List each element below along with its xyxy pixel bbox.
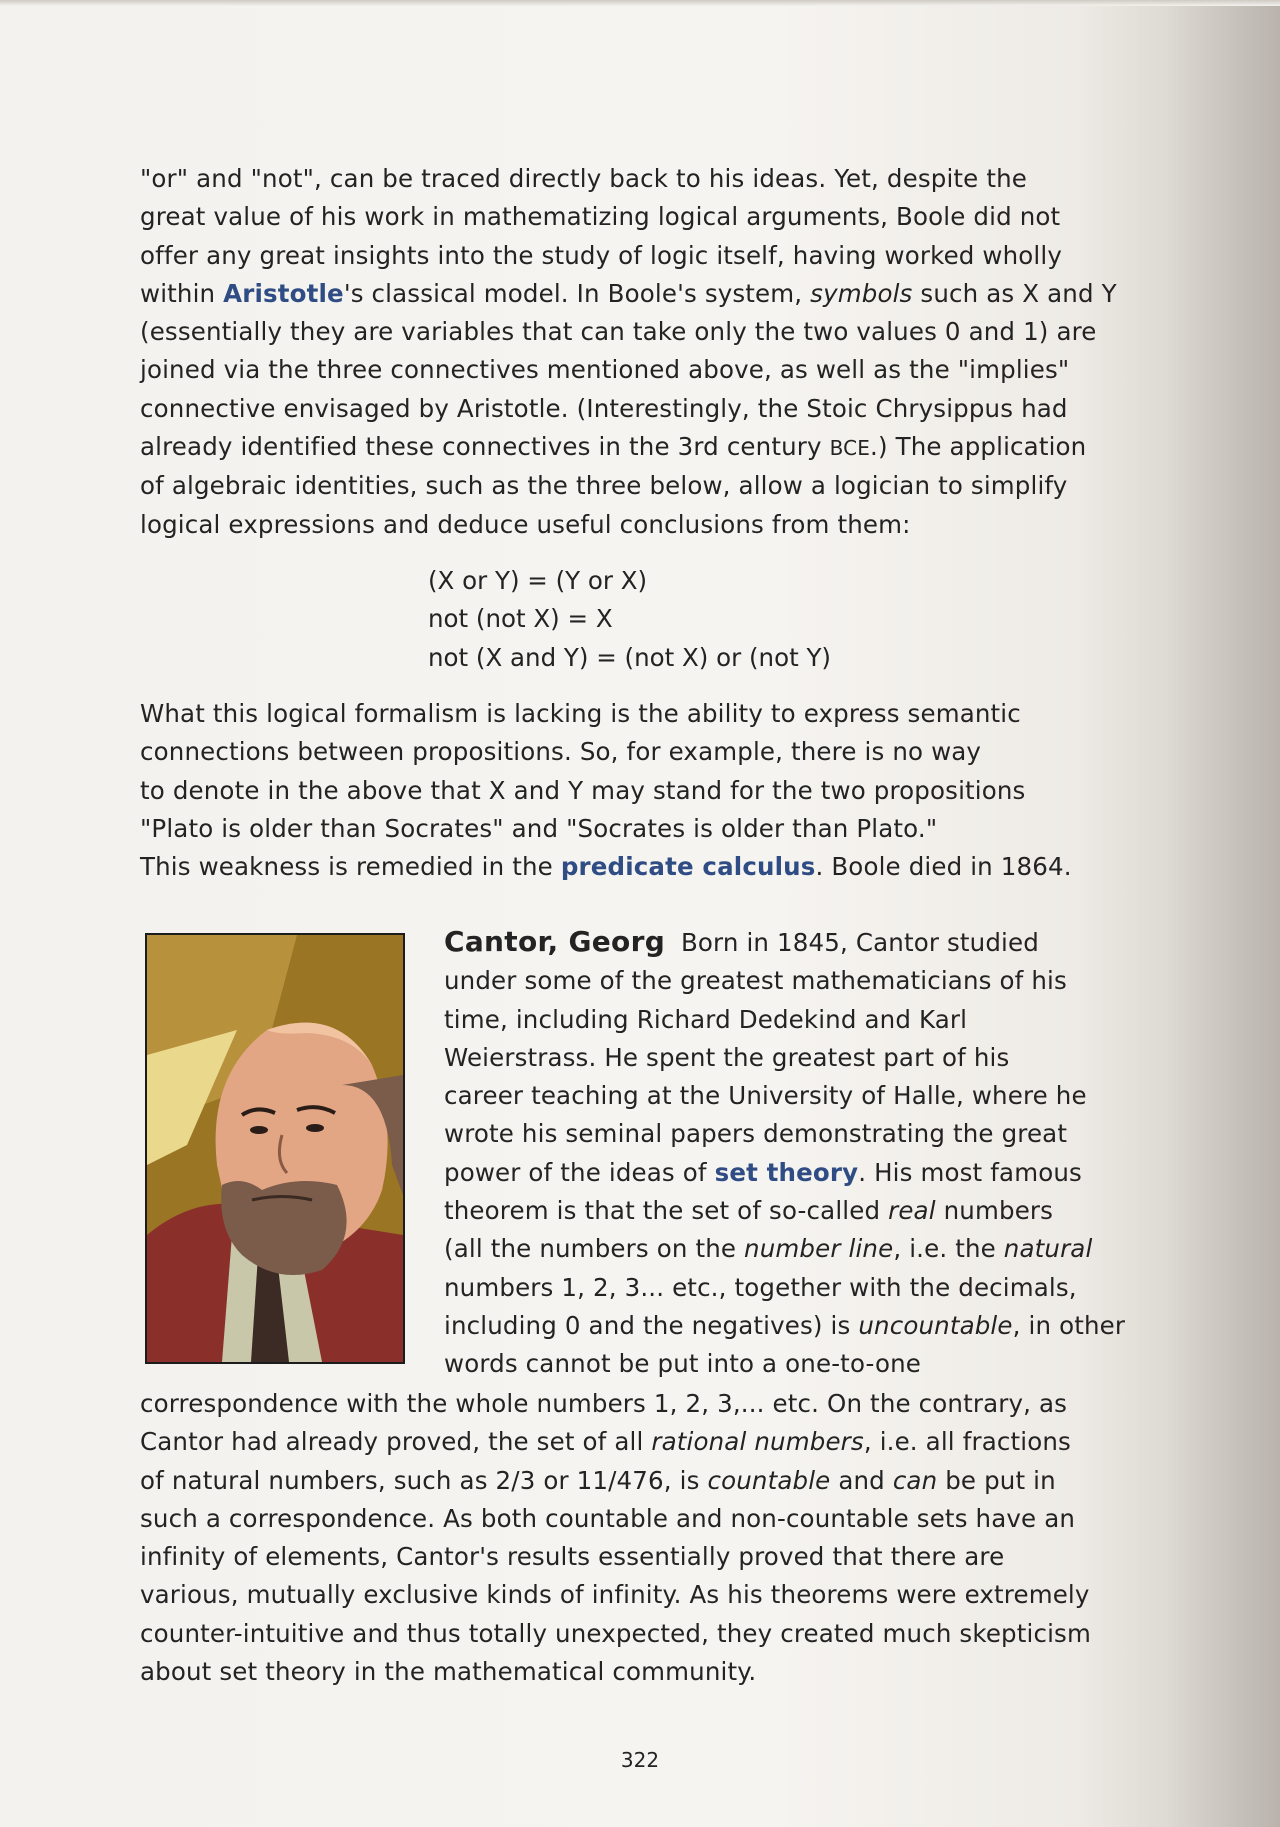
text-line: connections between propositions. So, for example, there is no way	[140, 737, 982, 767]
text-line: of natural numbers, such as 2/3 or 11/476, is countable and can be put in	[140, 1465, 1056, 1495]
text-line: What this logical formalism is lacking is the ability to express semantic	[140, 699, 1021, 728]
text-line: counter-intuitive and thus totally unexpected, they created much skepticism	[140, 1618, 1091, 1648]
cantor-entry-bottom	[140, 1385, 1140, 1691]
text-line: "Plato is older than Socrates" and "Socrates is older than Plato."	[140, 813, 938, 843]
text-line: connective envisaged by Aristotle. (Interestingly, the Stoic Chrysippus had	[140, 393, 1068, 423]
text-line: within Aristotle's classical model. In Boole's system, symbols such as X and Y	[140, 278, 1117, 308]
text-line: infinity of elements, Cantor's results essentially proved that there are	[140, 1542, 1005, 1572]
text-line: time, including Richard Dedekind and Karl	[444, 1004, 968, 1034]
text-line: theorem is that the set of so-called real numbers	[444, 1196, 1054, 1226]
text-line: to denote in the above that X and Y may stand for the two propositions	[140, 775, 1026, 805]
formula: not (not X) = X	[428, 604, 613, 634]
link-predicate-calculus[interactable]: predicate calculus	[560, 852, 816, 882]
page-number: 322	[620, 1748, 660, 1772]
link-set-theory[interactable]: set theory	[714, 1157, 859, 1187]
formula: (X or Y) = (Y or X)	[428, 566, 648, 595]
text-line: including 0 and the negatives) is uncountable, in other	[444, 1310, 1126, 1340]
text-line: "or" and "not", can be traced directly back to his ideas. Yet, despite the	[140, 164, 1027, 193]
text-line: Weierstrass. He spent the greatest part of his	[444, 1042, 1010, 1072]
formula: not (X and Y) = (not X) or (not Y)	[428, 642, 831, 672]
paragraph-formalism	[140, 695, 1140, 886]
text-line: correspondence with the whole numbers 1, 2, 3,... etc. On the contrary, as	[140, 1389, 1068, 1418]
formula-list	[428, 562, 831, 677]
text-line: of algebraic identities, such as the three below, allow a logician to simplify	[140, 471, 1068, 501]
cantor-portrait	[145, 933, 405, 1364]
text-line: under some of the greatest mathematicians of his	[444, 966, 1067, 996]
text-line: offer any great insights into the study of logic itself, having worked wholly	[140, 240, 1062, 270]
text-line: career teaching at the University of Halle, where he	[444, 1081, 1087, 1111]
text-line: power of the ideas of set theory. His most famous	[444, 1157, 1082, 1187]
text-line: Cantor, Georg Born in 1845, Cantor studied	[444, 925, 1039, 958]
text-line: already identified these connectives in the 3rd century BCE.) The application	[140, 432, 1087, 462]
entry-heading: Cantor, Georg	[444, 925, 666, 958]
text-line: various, mutually exclusive kinds of infinity. As his theorems were extremely	[140, 1580, 1090, 1610]
paragraph-boole-logic	[140, 160, 1140, 544]
text-line: wrote his seminal papers demonstrating the great	[444, 1119, 1068, 1149]
text-line: such a correspondence. As both countable and non-countable sets have an	[140, 1503, 1076, 1533]
text-line: logical expressions and deduce useful conclusions from them:	[140, 509, 911, 539]
text-line: This weakness is remedied in the predicate calculus. Boole died in 1864.	[140, 852, 1072, 882]
text-line: joined via the three connectives mentioned above, as well as the "implies"	[140, 355, 1070, 385]
text-line: great value of his work in mathematizing logical arguments, Boole did not	[140, 202, 1061, 232]
link-aristotle[interactable]: Aristotle	[223, 278, 344, 308]
cantor-entry-top	[444, 923, 1144, 1384]
text-line: numbers 1, 2, 3... etc., together with the decimals,	[444, 1272, 1077, 1302]
text-line: words cannot be put into a one-to-one	[444, 1349, 922, 1379]
text-line: (all the numbers on the number line, i.e. the natural	[444, 1234, 1093, 1264]
text-line: about set theory in the mathematical community.	[140, 1657, 757, 1687]
text-line: (essentially they are variables that can take only the two values 0 and 1) are	[140, 317, 1097, 347]
text-line: Cantor had already proved, the set of all rational numbers, i.e. all fractions	[140, 1427, 1071, 1457]
